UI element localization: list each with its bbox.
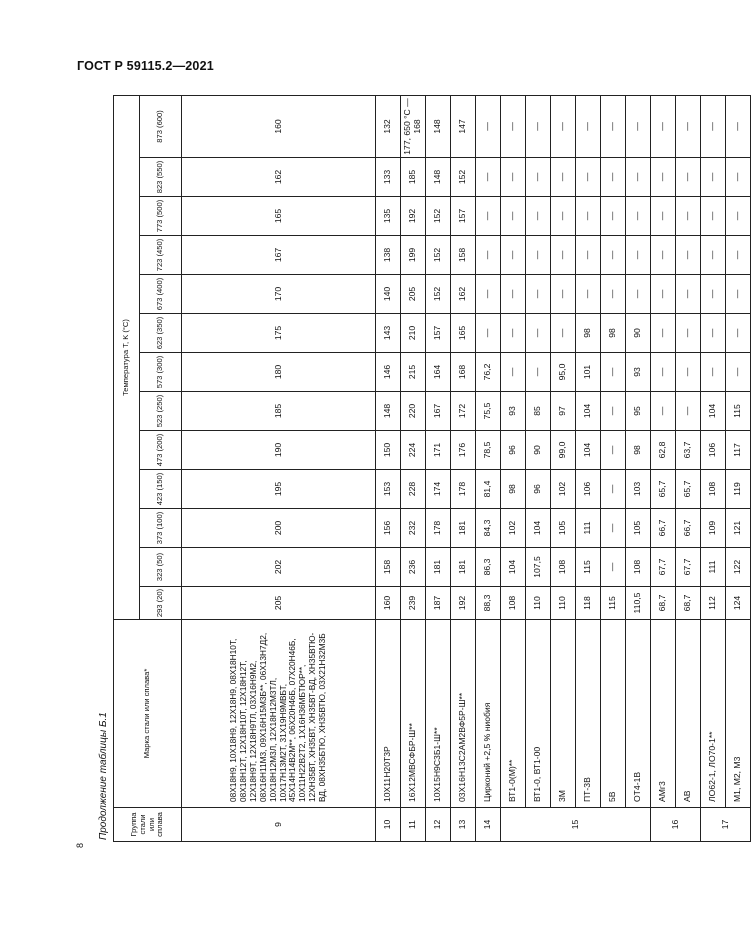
table-row bbox=[576, 95, 601, 841]
value-cell: — bbox=[601, 236, 626, 275]
value-cell: 65,7 bbox=[651, 470, 676, 509]
value-cell: 98 bbox=[576, 314, 601, 353]
table-row bbox=[476, 95, 501, 841]
value-cell: 180 bbox=[182, 353, 376, 392]
value-cell: 65,7 bbox=[676, 470, 701, 509]
group-cell: 12 bbox=[426, 808, 451, 842]
value-cell: 140 bbox=[376, 275, 401, 314]
value-cell: — bbox=[701, 95, 726, 157]
value-cell: 152 bbox=[451, 158, 476, 197]
group-cell: 14 bbox=[476, 808, 501, 842]
value-cell: — bbox=[626, 236, 651, 275]
value-cell: — bbox=[601, 95, 626, 157]
value-cell: 85 bbox=[526, 392, 551, 431]
table-row bbox=[726, 95, 751, 841]
value-cell: 90 bbox=[626, 314, 651, 353]
value-cell: 63,7 bbox=[676, 431, 701, 470]
table-row bbox=[401, 95, 426, 841]
value-cell: — bbox=[501, 314, 526, 353]
value-cell: — bbox=[526, 236, 551, 275]
value-cell: — bbox=[526, 353, 551, 392]
value-cell: 172 bbox=[451, 392, 476, 431]
value-cell: 105 bbox=[551, 509, 576, 548]
value-cell: 158 bbox=[451, 236, 476, 275]
value-cell: 68,7 bbox=[651, 587, 676, 620]
page-number: 8 bbox=[75, 842, 85, 848]
group-cell: 9 bbox=[182, 808, 376, 842]
value-cell: 205 bbox=[401, 275, 426, 314]
value-cell: — bbox=[551, 275, 576, 314]
temp-header-cell: 673 (400) bbox=[140, 275, 182, 314]
grade-cell: ОТ4-1В bbox=[626, 620, 651, 808]
table-row bbox=[601, 95, 626, 841]
value-cell: 210 bbox=[401, 314, 426, 353]
value-cell: 167 bbox=[426, 392, 451, 431]
value-cell: 160 bbox=[182, 95, 376, 157]
value-cell: 104 bbox=[701, 392, 726, 431]
value-cell: 178 bbox=[451, 470, 476, 509]
col-header-temperature: Температура T, K (°C) bbox=[114, 95, 140, 619]
value-cell: — bbox=[551, 314, 576, 353]
grade-cell: ВТ1-0, ВТ1-00 bbox=[526, 620, 551, 808]
value-cell: — bbox=[651, 392, 676, 431]
value-cell: — bbox=[576, 275, 601, 314]
value-cell: 215 bbox=[401, 353, 426, 392]
temp-header-cell: 373 (100) bbox=[140, 509, 182, 548]
value-cell: 165 bbox=[182, 197, 376, 236]
value-cell: — bbox=[701, 314, 726, 353]
value-cell: 146 bbox=[376, 353, 401, 392]
value-cell: — bbox=[476, 197, 501, 236]
value-cell: — bbox=[626, 275, 651, 314]
value-cell: 195 bbox=[182, 470, 376, 509]
value-cell: — bbox=[551, 197, 576, 236]
value-cell: — bbox=[676, 353, 701, 392]
value-cell: — bbox=[551, 95, 576, 157]
temp-header-cell: 723 (450) bbox=[140, 236, 182, 275]
value-cell: — bbox=[601, 509, 626, 548]
value-cell: 99,0 bbox=[551, 431, 576, 470]
grade-cell: 3М bbox=[551, 620, 576, 808]
value-cell: 177, 650 °C — 168 bbox=[401, 95, 426, 157]
value-cell: 98 bbox=[601, 314, 626, 353]
value-cell: 115 bbox=[726, 392, 751, 431]
value-cell: 162 bbox=[451, 275, 476, 314]
value-cell: 76,2 bbox=[476, 353, 501, 392]
group-cell: 11 bbox=[401, 808, 426, 842]
value-cell: — bbox=[701, 236, 726, 275]
value-cell: 95 bbox=[626, 392, 651, 431]
group-cell: 13 bbox=[451, 808, 476, 842]
temp-header-cell: 823 (550) bbox=[140, 158, 182, 197]
value-cell: 108 bbox=[501, 587, 526, 620]
value-cell: — bbox=[576, 158, 601, 197]
value-cell: 96 bbox=[501, 431, 526, 470]
value-cell: — bbox=[726, 236, 751, 275]
value-cell: 67,7 bbox=[676, 548, 701, 587]
value-cell: 115 bbox=[601, 587, 626, 620]
value-cell: — bbox=[726, 158, 751, 197]
value-cell: 102 bbox=[501, 509, 526, 548]
value-cell: — bbox=[501, 275, 526, 314]
value-cell: — bbox=[601, 470, 626, 509]
group-cell: 16 bbox=[651, 808, 701, 842]
value-cell: 90 bbox=[526, 431, 551, 470]
value-cell: 174 bbox=[426, 470, 451, 509]
value-cell: 88,3 bbox=[476, 587, 501, 620]
value-cell: 95,0 bbox=[551, 353, 576, 392]
group-cell: 17 bbox=[701, 808, 751, 842]
col-header-grade: Марка стали или сплава* bbox=[114, 620, 182, 808]
value-cell: 110 bbox=[551, 587, 576, 620]
value-cell: 110,5 bbox=[626, 587, 651, 620]
temp-header-cell: 873 (600) bbox=[140, 95, 182, 157]
value-cell: 108 bbox=[551, 548, 576, 587]
value-cell: 119 bbox=[726, 470, 751, 509]
value-cell: — bbox=[601, 275, 626, 314]
value-cell: — bbox=[601, 392, 626, 431]
value-cell: 148 bbox=[426, 158, 451, 197]
value-cell: 103 bbox=[626, 470, 651, 509]
value-cell: 239 bbox=[401, 587, 426, 620]
value-cell: 104 bbox=[576, 392, 601, 431]
table-row bbox=[451, 95, 476, 841]
value-cell: 112 bbox=[701, 587, 726, 620]
grade-cell: 08Х18Н9, 10Х18Н9, 12Х18Н9, 08Х18Н10Т, 08Х18Н12Т, 12Х18Н10Т, 12Х18Н12Т, 12Х18Н9Т, 12Х18Н9ТЛ, 03Х16Н9М2, 08Х16Н11М3, 09Х16Н15М3Б**, 06Х13Н7Д2, 10Х18Н12М3Л, 12Х18Н12М3ТЛ, 10Х17Н13М2Т, 31Х19Н9МВБТ, 45Х14Н14В2М**, 06Х20Н46Б, 07Х20Н46Б, 10Х11Н22В2Т2, 1Х16Н36МБТЮР**, 12ХН35ВТ, ХН35ВТ, ХН35ВТ-ВД, ХН35ВТЮ-ВД, 08ХН35БТЮ, ХН35ВТЮ, 03Х21Н32М3Б bbox=[182, 620, 376, 808]
value-cell: — bbox=[676, 392, 701, 431]
rotated-table-block bbox=[95, 95, 743, 842]
value-cell: — bbox=[551, 158, 576, 197]
value-cell: 192 bbox=[451, 587, 476, 620]
value-cell: 118 bbox=[576, 587, 601, 620]
value-cell: — bbox=[576, 95, 601, 157]
value-cell: — bbox=[501, 353, 526, 392]
value-cell: 157 bbox=[451, 197, 476, 236]
value-cell: 181 bbox=[451, 509, 476, 548]
document-header: ГОСТ Р 59115.2—2021 bbox=[77, 59, 214, 73]
value-cell: 156 bbox=[376, 509, 401, 548]
value-cell: — bbox=[701, 353, 726, 392]
value-cell: — bbox=[601, 431, 626, 470]
value-cell: 157 bbox=[426, 314, 451, 353]
value-cell: 202 bbox=[182, 548, 376, 587]
value-cell: — bbox=[651, 275, 676, 314]
value-cell: 106 bbox=[576, 470, 601, 509]
value-cell: 220 bbox=[401, 392, 426, 431]
temp-header-cell: 573 (300) bbox=[140, 353, 182, 392]
value-cell: 111 bbox=[576, 509, 601, 548]
value-cell: 199 bbox=[401, 236, 426, 275]
grade-cell: 10Х15Н9С3Б1-Ш** bbox=[426, 620, 451, 808]
value-cell: 108 bbox=[701, 470, 726, 509]
grade-cell: Цирконий +2,5 % ниобия bbox=[476, 620, 501, 808]
grade-cell: М1, М2, М3 bbox=[726, 620, 751, 808]
value-cell: — bbox=[576, 236, 601, 275]
value-cell: 185 bbox=[182, 392, 376, 431]
value-cell: 224 bbox=[401, 431, 426, 470]
value-cell: — bbox=[501, 197, 526, 236]
value-cell: — bbox=[676, 95, 701, 157]
value-cell: — bbox=[526, 158, 551, 197]
value-cell: 152 bbox=[426, 197, 451, 236]
table-row bbox=[676, 95, 701, 841]
value-cell: 110 bbox=[526, 587, 551, 620]
grade-cell: 5В bbox=[601, 620, 626, 808]
value-cell: — bbox=[676, 236, 701, 275]
value-cell: 192 bbox=[401, 197, 426, 236]
group-cell: 10 bbox=[376, 808, 401, 842]
value-cell: 153 bbox=[376, 470, 401, 509]
table-row bbox=[501, 95, 526, 841]
group-cell: 15 bbox=[501, 808, 651, 842]
value-cell: — bbox=[526, 197, 551, 236]
value-cell: 170 bbox=[182, 275, 376, 314]
value-cell: 68,7 bbox=[676, 587, 701, 620]
temp-header-cell: 523 (250) bbox=[140, 392, 182, 431]
table-row bbox=[626, 95, 651, 841]
value-cell: 104 bbox=[501, 548, 526, 587]
value-cell: — bbox=[526, 95, 551, 157]
temp-header-cell: 323 (50) bbox=[140, 548, 182, 587]
value-cell: — bbox=[501, 158, 526, 197]
value-cell: 167 bbox=[182, 236, 376, 275]
value-cell: — bbox=[626, 95, 651, 157]
value-cell: — bbox=[676, 275, 701, 314]
table-row bbox=[182, 95, 376, 841]
col-header-group: Группа стали или сплава bbox=[114, 808, 182, 842]
value-cell: 107,5 bbox=[526, 548, 551, 587]
table-caption: Продолжение таблицы Б.1 bbox=[98, 712, 109, 840]
grade-cell: ВТ1-0(М)** bbox=[501, 620, 526, 808]
value-cell: 122 bbox=[726, 548, 751, 587]
temp-header-cell: 773 (500) bbox=[140, 197, 182, 236]
value-cell: 187 bbox=[426, 587, 451, 620]
table-row bbox=[526, 95, 551, 841]
value-cell: — bbox=[476, 158, 501, 197]
value-cell: 109 bbox=[701, 509, 726, 548]
value-cell: — bbox=[676, 197, 701, 236]
value-cell: 98 bbox=[501, 470, 526, 509]
value-cell: 115 bbox=[576, 548, 601, 587]
value-cell: 164 bbox=[426, 353, 451, 392]
value-cell: 175 bbox=[182, 314, 376, 353]
value-cell: — bbox=[726, 353, 751, 392]
value-cell: — bbox=[726, 197, 751, 236]
value-cell: 236 bbox=[401, 548, 426, 587]
grade-cell: 03Х16Н13С2АМ2ВФ5Р-Ш** bbox=[451, 620, 476, 808]
value-cell: 147 bbox=[451, 95, 476, 157]
value-cell: 96 bbox=[526, 470, 551, 509]
value-cell: 98 bbox=[626, 431, 651, 470]
temp-header-cell: 423 (150) bbox=[140, 470, 182, 509]
value-cell: — bbox=[501, 236, 526, 275]
temp-header-cell: 293 (20) bbox=[140, 587, 182, 620]
value-cell: — bbox=[626, 158, 651, 197]
value-cell: 148 bbox=[376, 392, 401, 431]
value-cell: 132 bbox=[376, 95, 401, 157]
value-cell: — bbox=[476, 275, 501, 314]
value-cell: — bbox=[651, 95, 676, 157]
value-cell: 111 bbox=[701, 548, 726, 587]
value-cell: 228 bbox=[401, 470, 426, 509]
value-cell: — bbox=[651, 236, 676, 275]
table-row bbox=[551, 95, 576, 841]
value-cell: 81,4 bbox=[476, 470, 501, 509]
value-cell: 162 bbox=[182, 158, 376, 197]
value-cell: 93 bbox=[626, 353, 651, 392]
value-cell: — bbox=[526, 314, 551, 353]
value-cell: 106 bbox=[701, 431, 726, 470]
value-cell: 168 bbox=[451, 353, 476, 392]
value-cell: — bbox=[726, 314, 751, 353]
value-cell: 108 bbox=[626, 548, 651, 587]
value-cell: 165 bbox=[451, 314, 476, 353]
value-cell: 86,3 bbox=[476, 548, 501, 587]
value-cell: 135 bbox=[376, 197, 401, 236]
value-cell: — bbox=[601, 353, 626, 392]
value-cell: — bbox=[651, 314, 676, 353]
value-cell: 105 bbox=[626, 509, 651, 548]
temp-header-cell: 473 (200) bbox=[140, 431, 182, 470]
temp-header-cell: 623 (350) bbox=[140, 314, 182, 353]
value-cell: 200 bbox=[182, 509, 376, 548]
value-cell: 158 bbox=[376, 548, 401, 587]
value-cell: — bbox=[501, 95, 526, 157]
value-cell: — bbox=[676, 314, 701, 353]
value-cell: — bbox=[701, 197, 726, 236]
value-cell: 152 bbox=[426, 275, 451, 314]
grade-cell: АМг3 bbox=[651, 620, 676, 808]
value-cell: — bbox=[601, 158, 626, 197]
table-row bbox=[701, 95, 726, 841]
value-cell: 181 bbox=[451, 548, 476, 587]
value-cell: 101 bbox=[576, 353, 601, 392]
value-cell: — bbox=[551, 236, 576, 275]
value-cell: 160 bbox=[376, 587, 401, 620]
value-cell: — bbox=[526, 275, 551, 314]
value-cell: 232 bbox=[401, 509, 426, 548]
value-cell: 176 bbox=[451, 431, 476, 470]
value-cell: 190 bbox=[182, 431, 376, 470]
value-cell: 78,5 bbox=[476, 431, 501, 470]
grade-cell: ПТ-3В bbox=[576, 620, 601, 808]
value-cell: 66,7 bbox=[676, 509, 701, 548]
value-cell: — bbox=[651, 353, 676, 392]
value-cell: — bbox=[651, 197, 676, 236]
value-cell: — bbox=[626, 197, 651, 236]
value-cell: — bbox=[601, 548, 626, 587]
value-cell: — bbox=[701, 275, 726, 314]
value-cell: 93 bbox=[501, 392, 526, 431]
value-cell: — bbox=[726, 275, 751, 314]
value-cell: 133 bbox=[376, 158, 401, 197]
table-row bbox=[376, 95, 401, 841]
value-cell: 138 bbox=[376, 236, 401, 275]
grade-cell: 10Х11Н20Т3Р bbox=[376, 620, 401, 808]
value-cell: 205 bbox=[182, 587, 376, 620]
grade-cell: 16Х12МВСФБР-Ш** bbox=[401, 620, 426, 808]
value-cell: — bbox=[476, 314, 501, 353]
value-cell: 178 bbox=[426, 509, 451, 548]
value-cell: 171 bbox=[426, 431, 451, 470]
value-cell: — bbox=[701, 158, 726, 197]
value-cell: 143 bbox=[376, 314, 401, 353]
value-cell: — bbox=[476, 95, 501, 157]
value-cell: — bbox=[651, 158, 676, 197]
value-cell: 152 bbox=[426, 236, 451, 275]
value-cell: — bbox=[676, 158, 701, 197]
value-cell: 104 bbox=[526, 509, 551, 548]
value-cell: — bbox=[726, 95, 751, 157]
properties-table bbox=[113, 95, 751, 842]
value-cell: 185 bbox=[401, 158, 426, 197]
table-row bbox=[426, 95, 451, 841]
grade-cell: АВ bbox=[676, 620, 701, 808]
table-row bbox=[651, 95, 676, 841]
value-cell: 84,3 bbox=[476, 509, 501, 548]
value-cell: 66,7 bbox=[651, 509, 676, 548]
value-cell: 150 bbox=[376, 431, 401, 470]
value-cell: 97 bbox=[551, 392, 576, 431]
value-cell: — bbox=[576, 197, 601, 236]
value-cell: 124 bbox=[726, 587, 751, 620]
value-cell: 75,5 bbox=[476, 392, 501, 431]
value-cell: 67,7 bbox=[651, 548, 676, 587]
value-cell: 181 bbox=[426, 548, 451, 587]
value-cell: 62,8 bbox=[651, 431, 676, 470]
value-cell: 102 bbox=[551, 470, 576, 509]
value-cell: — bbox=[476, 236, 501, 275]
value-cell: 121 bbox=[726, 509, 751, 548]
grade-cell: ЛО62-1, ЛО70-1** bbox=[701, 620, 726, 808]
value-cell: 117 bbox=[726, 431, 751, 470]
value-cell: 104 bbox=[576, 431, 601, 470]
value-cell: 148 bbox=[426, 95, 451, 157]
value-cell: — bbox=[601, 197, 626, 236]
